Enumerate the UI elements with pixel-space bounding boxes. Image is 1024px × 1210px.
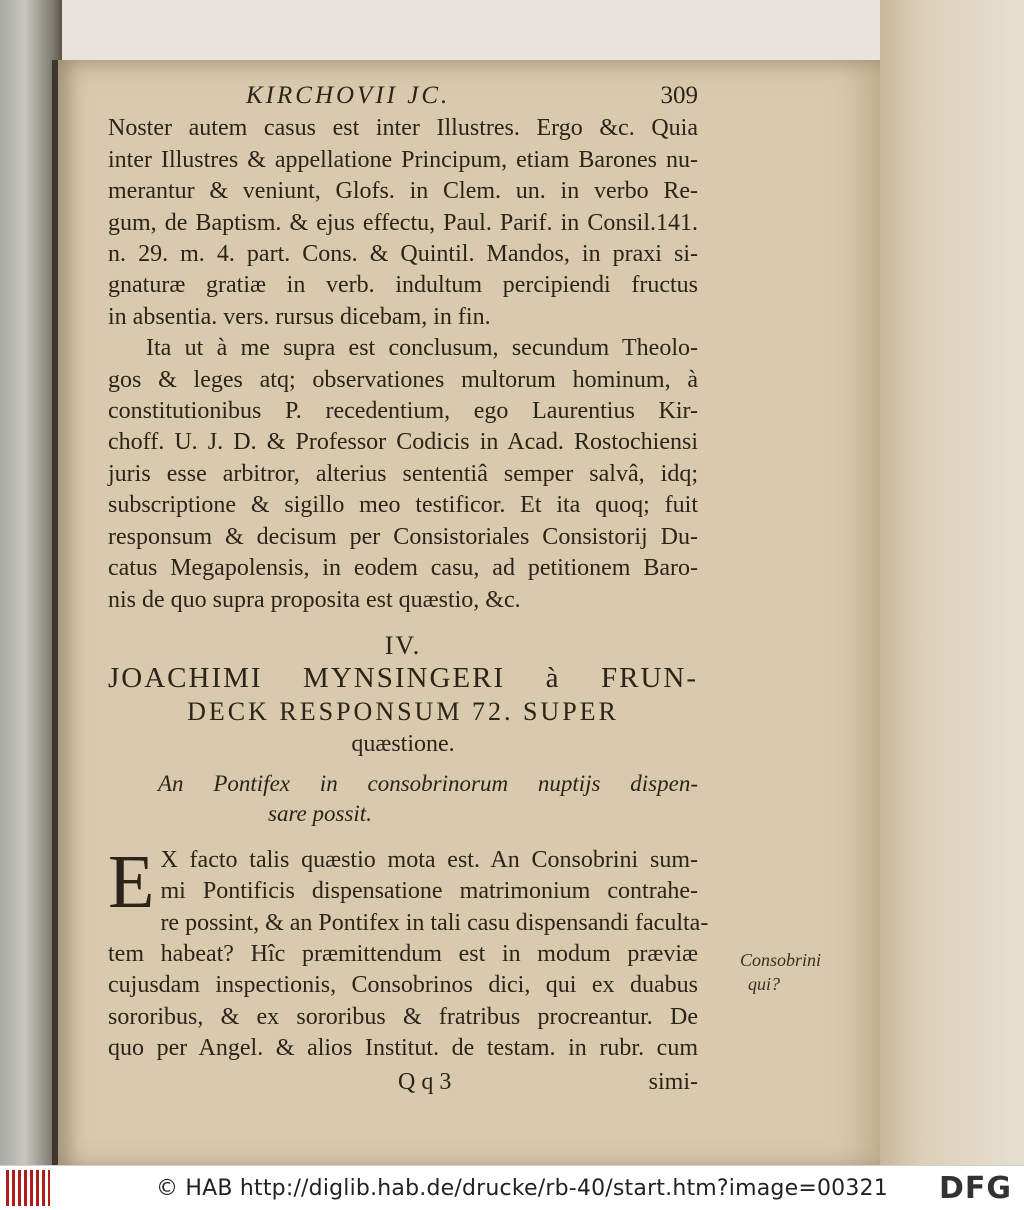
section-title-line: JOACHIMI MYNSINGERI à FRUN- bbox=[108, 662, 698, 695]
text-line: catus Megapolensis, in eodem casu, ad petitionem Baro- bbox=[108, 555, 698, 582]
drop-cap: E bbox=[108, 839, 155, 924]
marginal-note-line: Consobrini bbox=[740, 950, 822, 970]
question-line: An Pontifex in consobrinorum nuptijs dispen- bbox=[158, 770, 698, 796]
scan-background-right bbox=[880, 0, 1024, 1165]
book-page bbox=[58, 60, 880, 1170]
text-line: cujusdam inspectionis, Consobrinos dici, qui ex duabus bbox=[108, 972, 698, 999]
text-line: gum, de Baptism. & ejus effectu, Paul. Parif. in Consil.141. bbox=[108, 209, 698, 236]
text-line: gnaturæ gratiæ in verb. indultum percipiendi fructus bbox=[108, 272, 698, 299]
marginal-note-line: qui? bbox=[748, 974, 781, 994]
dfg-logo: DFG bbox=[938, 1170, 1012, 1206]
running-head: KIRCHOVII JC. bbox=[246, 82, 451, 109]
text-line: juris esse arbitror, alterius sententiâ semper salvâ, idq; bbox=[108, 460, 698, 487]
running-header bbox=[108, 80, 698, 111]
text-line: subscriptione & sigillo meo testificor. Et ita quoq; fuit bbox=[108, 492, 698, 519]
text-line: quo per Angel. & alios Institut. de testam. in rubr. cum bbox=[108, 1035, 698, 1062]
footer-bar bbox=[0, 1165, 1024, 1210]
text-line: choff. U. J. D. & Professor Codicis in Acad. Rostochiensi bbox=[108, 429, 698, 456]
marginal-note bbox=[740, 948, 860, 996]
text-line: in absentia. vers. rursus dicebam, in fin. bbox=[108, 303, 491, 330]
text-line: constitutionibus P. recedentium, ego Laurentius Kir- bbox=[108, 398, 698, 425]
text-line: gos & leges atq; observationes multorum hominum, à bbox=[108, 366, 698, 393]
section-title-line: DECK RESPONSUM 72. SUPER bbox=[187, 697, 619, 727]
hab-logo-icon bbox=[6, 1170, 50, 1206]
text-line: merantur & veniunt, Glofs. in Clem. un. in verbo Re- bbox=[108, 178, 698, 205]
text-line: tem habeat? Hîc præmittendum est in modum præviæ bbox=[108, 940, 698, 967]
catchword: simi- bbox=[648, 1068, 698, 1095]
text-line: responsum & decisum per Consistoriales Consistorij Du- bbox=[108, 523, 698, 550]
text-line: re possint, & an Pontifex in tali casu dispensandi faculta- bbox=[160, 909, 709, 936]
text-line: Noster autem casus est inter Illustres. Ergo &c. Quia bbox=[108, 115, 698, 142]
page-number: 309 bbox=[660, 82, 698, 109]
text-line: mi Pontificis dispensatione matrimonium contrahe- bbox=[160, 878, 698, 905]
question-line: sare possit. bbox=[268, 800, 372, 826]
signature-mark: Q q 3 bbox=[398, 1068, 452, 1095]
paragraph-2 bbox=[108, 333, 698, 616]
section-number: IV. bbox=[384, 630, 422, 660]
page-text bbox=[108, 80, 822, 1098]
text-line: Ita ut à me supra est conclusum, secundum Theolo- bbox=[146, 335, 698, 362]
text-line: inter Illustres & appellatione Principum, etiam Barones nu- bbox=[108, 146, 698, 173]
paragraph-1 bbox=[108, 113, 698, 333]
text-line: sororibus, & ex sororibus & fratribus procreantur. De bbox=[108, 1003, 698, 1030]
text-line: nis de quo supra proposita est quæstio, &c. bbox=[108, 586, 521, 613]
scan-background-left bbox=[0, 0, 62, 1165]
paragraph-3 bbox=[108, 839, 709, 1065]
text-line: n. 29. m. 4. part. Cons. & Quintil. Mandos, in praxi si- bbox=[108, 241, 698, 268]
question-heading bbox=[108, 769, 698, 829]
page-footer bbox=[108, 1067, 698, 1098]
copyright-text: © HAB http://diglib.hab.de/drucke/rb-40/start.htm?image=00321 bbox=[156, 1175, 888, 1201]
section-title-line: quæstione. bbox=[351, 731, 455, 758]
text-line: X facto talis quæstio mota est. An Consobrini sum- bbox=[160, 846, 698, 873]
